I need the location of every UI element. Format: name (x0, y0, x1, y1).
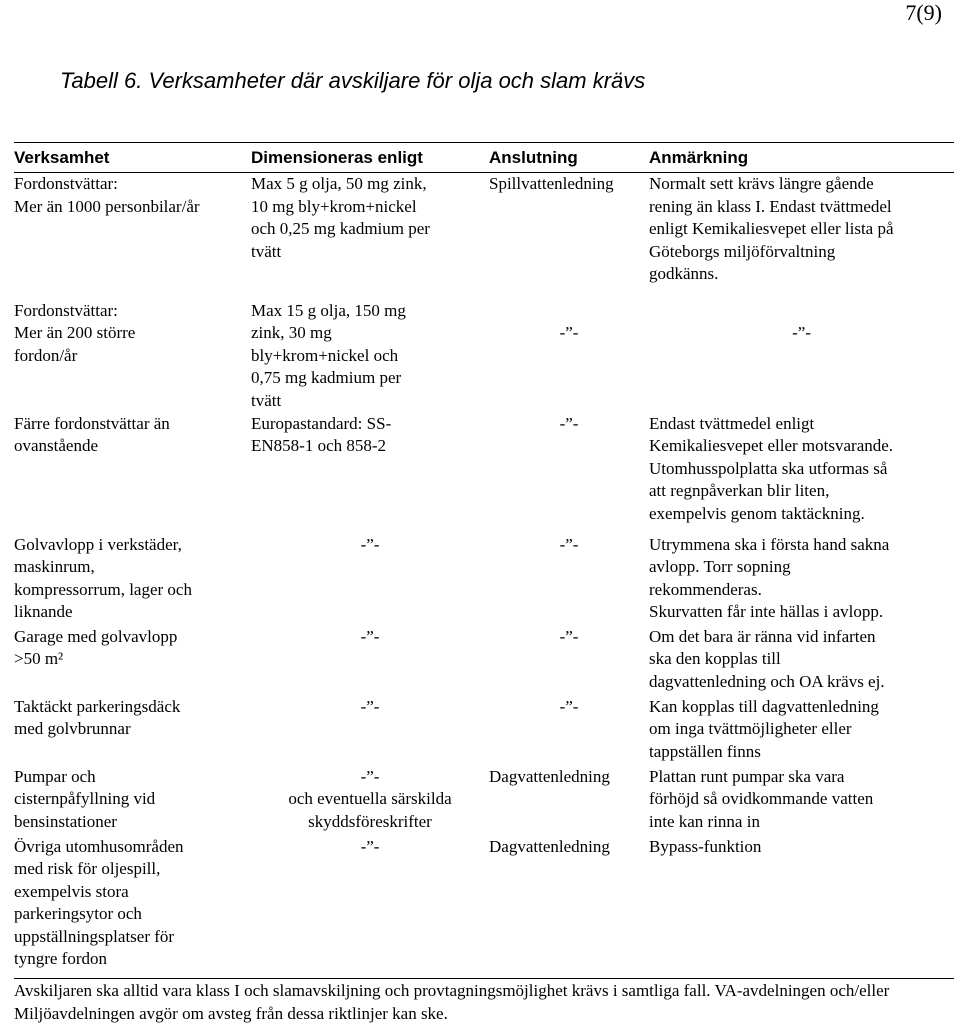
cell-line: Färre fordonstvättar än (14, 413, 170, 433)
cell-line: tvätt (251, 390, 282, 410)
cell-anslutning (489, 173, 649, 300)
cell-line: -”- (559, 322, 579, 342)
cell-line: ovanstående (14, 436, 99, 456)
cell-line: Golvavlopp i verkstäder, (14, 534, 182, 554)
cell-line: cisternpåfyllning vid (14, 789, 156, 809)
cell-line: Europastandard: SS- (251, 413, 392, 433)
table-title: Tabell 6. Verksamheter där avskiljare för olja och slam krävs (60, 68, 646, 93)
cell-anslutning (489, 626, 649, 696)
cell-line: enligt Kemikaliesvepet eller lista på (649, 219, 894, 239)
cell-line: -”- (559, 413, 579, 433)
cell-line: -”- (360, 534, 380, 554)
cell-verksamhet (14, 836, 251, 972)
cell-line: tyngre fordon (14, 949, 108, 969)
cell-verksamhet (14, 766, 251, 836)
cell-line: Taktäckt parkeringsdäck (14, 696, 181, 716)
cell-line: rening än klass I. Endast tvättmedel (649, 196, 892, 216)
cell-line: ska den kopplas till (649, 649, 781, 669)
header-anmarkning: Anmärkning (649, 143, 954, 173)
cell-anmarkning (649, 626, 954, 696)
table-row (14, 766, 954, 836)
cell-verksamhet (14, 173, 251, 300)
cell-line: Fordonstvättar: (14, 174, 118, 193)
cell-line: med golvbrunnar (14, 719, 131, 739)
cell-dimension (251, 413, 489, 534)
cell-line: Mer än 1000 personbilar/år (14, 196, 200, 216)
cell-anmarkning (649, 696, 954, 766)
cell-line: -”- (360, 696, 380, 716)
cell-line: -”- (559, 626, 579, 646)
cell-line: -”- (559, 534, 579, 554)
cell-line: tvätt (251, 241, 282, 261)
cell-line: godkänns. (649, 264, 719, 284)
cell-line: -”- (360, 766, 380, 786)
cell-anslutning (489, 836, 649, 972)
cell-line: inte kan rinna in (649, 811, 760, 831)
cell-verksamhet (14, 626, 251, 696)
table-row (14, 173, 954, 300)
cell-line: liknande (14, 602, 73, 622)
table-row (14, 696, 954, 766)
cell-line: Spillvattenledning (489, 174, 614, 193)
cell-line: Endast tvättmedel enligt (649, 413, 815, 433)
cell-line: parkeringsytor och (14, 904, 142, 924)
header-anslutning: Anslutning (489, 143, 649, 173)
cell-dimension (251, 534, 489, 626)
cell-anmarkning (649, 836, 954, 972)
cell-line: tappställen finns (649, 741, 761, 761)
cell-anmarkning (649, 413, 954, 534)
cell-line: -”- (559, 696, 579, 716)
cell-line: Mer än 200 större (14, 323, 136, 343)
cell-line: kompressorrum, lager och (14, 579, 192, 599)
cell-line: Dagvattenledning (489, 766, 610, 786)
cell-line: Normalt sett krävs längre gående (649, 174, 874, 193)
table-row (14, 300, 954, 413)
cell-line: bly+krom+nickel och (251, 345, 399, 365)
cell-line: Dagvattenledning (489, 836, 610, 856)
cell-line: förhöjd så ovidkommande vatten (649, 789, 874, 809)
cell-line: Max 5 g olja, 50 mg zink, (251, 174, 427, 193)
cell-dimension (251, 173, 489, 300)
cell-line: -”- (360, 836, 380, 856)
cell-line: och 0,25 mg kadmium per (251, 219, 430, 239)
table-row (14, 836, 954, 972)
cell-verksamhet (14, 696, 251, 766)
cell-line: Utrymmena ska i första hand sakna (649, 534, 890, 554)
table-row (14, 413, 954, 534)
cell-line: dagvattenledning och OA krävs ej. (649, 671, 885, 691)
cell-dimension (251, 696, 489, 766)
cell-dimension (251, 836, 489, 972)
cell-line: Övriga utomhusområden (14, 836, 184, 856)
cell-anmarkning (649, 766, 954, 836)
cell-line: exempelvis stora (14, 881, 129, 901)
cell-line: Utomhusspolplatta ska utformas så (649, 458, 888, 478)
table-row (14, 626, 954, 696)
cell-anmarkning (649, 173, 954, 300)
cell-line: om inga tvättmöjligheter eller (649, 719, 852, 739)
cell-line: avlopp. Torr sopning (649, 557, 791, 577)
cell-anslutning (489, 413, 649, 534)
cell-line: zink, 30 mg (251, 323, 332, 343)
cell-line: EN858-1 och 858-2 (251, 436, 387, 456)
cell-anslutning (489, 534, 649, 626)
cell-line: Kan kopplas till dagvattenledning (649, 696, 879, 716)
table-row (14, 534, 954, 626)
cell-anmarkning (649, 300, 954, 413)
header-verksamhet: Verksamhet (14, 143, 251, 173)
cell-line: Kemikaliesvepet eller motsvarande. (649, 436, 894, 456)
cell-anslutning (489, 766, 649, 836)
cell-anslutning (489, 300, 649, 413)
cell-line: exempelvis genom taktäckning. (649, 503, 865, 523)
page-number: 7(9) (905, 0, 942, 25)
cell-line: fordon/år (14, 345, 78, 365)
cell-line: >50 m² (14, 649, 64, 669)
cell-line: -”- (360, 626, 380, 646)
cell-line: och eventuella särskilda (288, 789, 452, 809)
cell-line: Garage med golvavlopp (14, 626, 178, 646)
cell-line: att regnpåverkan blir liten, (649, 481, 830, 501)
cell-line: Om det bara är ränna vid infarten (649, 626, 876, 646)
cell-line: uppställningsplatser för (14, 926, 175, 946)
cell-dimension (251, 626, 489, 696)
cell-verksamhet (14, 413, 251, 534)
activities-table (14, 142, 954, 971)
header-dimensioneras: Dimensioneras enligt (251, 143, 489, 173)
cell-verksamhet (14, 534, 251, 626)
cell-dimension (251, 300, 489, 413)
cell-line: -”- (792, 322, 811, 342)
cell-line: bensinstationer (14, 811, 117, 831)
cell-line: skyddsföreskrifter (308, 811, 432, 831)
footer-note: Avskiljaren ska alltid vara klass I och slamavskiljning och provtagningsmöjlighet krävs i samtliga fall. VA-avdelningen och/eller Miljöavdelningen avgör om avsteg från dessa riktlinjer kan ske. (14, 978, 954, 1025)
cell-line: 0,75 mg kadmium per (251, 368, 402, 388)
cell-line: rekommenderas. (649, 579, 762, 599)
cell-line: Max 15 g olja, 150 mg (251, 300, 406, 320)
cell-dimension (251, 766, 489, 836)
cell-line: Fordonstvättar: (14, 300, 118, 320)
cell-line: 10 mg bly+krom+nickel (251, 196, 417, 216)
cell-anslutning (489, 696, 649, 766)
cell-verksamhet (14, 300, 251, 413)
cell-line: Skurvatten får inte hällas i avlopp. (649, 602, 884, 622)
cell-anmarkning (649, 534, 954, 626)
cell-line: Bypass-funktion (649, 836, 762, 856)
cell-line: med risk för oljespill, (14, 859, 161, 879)
cell-line: Plattan runt pumpar ska vara (649, 766, 845, 786)
table-header-row (14, 143, 954, 173)
cell-line: Pumpar och (14, 766, 96, 786)
cell-line: Göteborgs miljöförvaltning (649, 241, 836, 261)
cell-line: maskinrum, (14, 557, 95, 577)
